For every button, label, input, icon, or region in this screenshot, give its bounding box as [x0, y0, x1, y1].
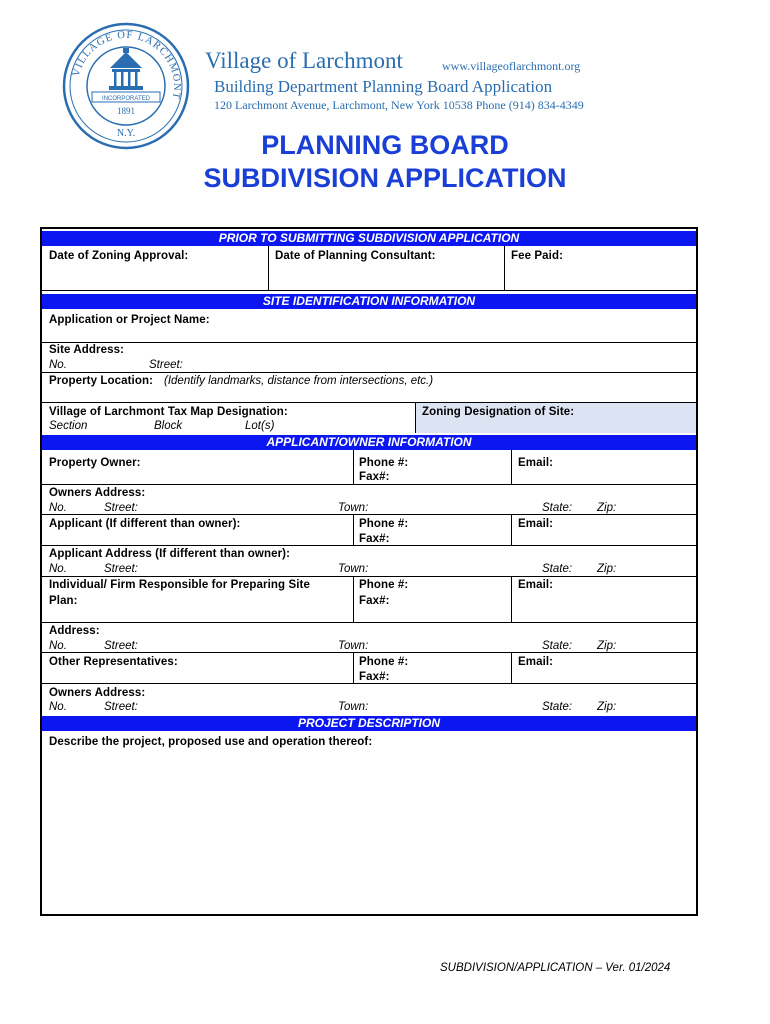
owner-email-field[interactable]: Email:	[518, 457, 554, 469]
reps-address-zip[interactable]: Zip:	[597, 701, 617, 713]
seal-ring-text: VILLAGE OF LARCHMONT	[70, 29, 183, 101]
reps-address-state[interactable]: State:	[542, 701, 573, 713]
footer-version: SUBDIVISION/APPLICATION – Ver. 01/2024	[440, 962, 671, 974]
planning-consultant-field[interactable]: Date of Planning Consultant:	[275, 250, 436, 262]
header-url: www.villageoflarchmont.org	[442, 59, 581, 73]
applicant-address-zip[interactable]: Zip:	[597, 563, 617, 575]
tax-map-label: Village of Larchmont Tax Map Designation:	[49, 406, 288, 418]
owners-address-street[interactable]: Street:	[104, 502, 138, 514]
reps-phone-field[interactable]: Phone #:	[359, 656, 409, 668]
applicant-address-no[interactable]: No.	[49, 563, 67, 575]
application-form	[40, 227, 698, 916]
project-name-field[interactable]: Application or Project Name:	[49, 314, 210, 326]
property-location-label[interactable]: Property Location:	[49, 375, 154, 387]
seal-state: N.Y.	[116, 128, 136, 139]
site-address-no[interactable]: No.	[49, 359, 67, 371]
applicant-address-state[interactable]: State:	[542, 563, 573, 575]
seal-band-text: INCORPORATED	[102, 96, 150, 102]
owner-phone-field[interactable]: Phone #:	[359, 457, 409, 469]
site-address-street[interactable]: Street:	[149, 359, 183, 371]
applicant-email-field[interactable]: Email:	[518, 518, 554, 530]
firm-address-state[interactable]: State:	[542, 640, 573, 652]
firm-fax-field[interactable]: Fax#:	[359, 595, 390, 607]
reps-address-no[interactable]: No.	[49, 701, 67, 713]
firm-address-no[interactable]: No.	[49, 640, 67, 652]
other-reps-field[interactable]: Other Representatives:	[49, 656, 178, 668]
reps-address-town[interactable]: Town:	[338, 701, 369, 713]
header-address: 120 Larchmont Avenue, Larchmont, New York 10538 Phone (914) 834-4349	[214, 98, 584, 112]
owners-address-label: Owners Address:	[49, 487, 146, 499]
applicant-address-street[interactable]: Street:	[104, 563, 138, 575]
site-address-label: Site Address:	[49, 344, 125, 356]
owners-address-state[interactable]: State:	[542, 502, 573, 514]
page-title-line2: SUBDIVISION APPLICATION	[203, 163, 567, 193]
fee-paid-field[interactable]: Fee Paid:	[511, 250, 564, 262]
section-band-site: SITE IDENTIFICATION INFORMATION	[42, 294, 696, 309]
owners-address-town[interactable]: Town:	[338, 502, 369, 514]
property-owner-field[interactable]: Property Owner:	[49, 457, 141, 469]
firm-address-label: Address:	[49, 625, 100, 637]
section-band-applicant: APPLICANT/OWNER INFORMATION	[42, 435, 696, 450]
tax-map-block[interactable]: Block	[154, 420, 183, 432]
property-location-hint: (Identify landmarks, distance from intersections, etc.)	[164, 375, 434, 387]
seal-year: 1891	[117, 106, 135, 116]
zoning-approval-field[interactable]: Date of Zoning Approval:	[49, 250, 189, 262]
owners-address-no[interactable]: No.	[49, 502, 67, 514]
header-department: Building Department Planning Board Application	[214, 77, 553, 96]
reps-email-field[interactable]: Email:	[518, 656, 554, 668]
page-title-line1: PLANNING BOARD	[261, 130, 509, 160]
firm-address-town[interactable]: Town:	[338, 640, 369, 652]
firm-email-field[interactable]: Email:	[518, 579, 554, 591]
applicant-fax-field[interactable]: Fax#:	[359, 533, 390, 545]
owner-fax-field[interactable]: Fax#:	[359, 471, 390, 483]
tax-map-lots[interactable]: Lot(s)	[245, 420, 275, 432]
tax-map-section[interactable]: Section	[49, 420, 88, 432]
applicant-phone-field[interactable]: Phone #:	[359, 518, 409, 530]
applicant-field[interactable]: Applicant (If different than owner):	[49, 518, 241, 530]
applicant-address-label: Applicant Address (If different than owner):	[49, 548, 291, 560]
firm-field-line2: Plan:	[49, 595, 78, 607]
firm-address-street[interactable]: Street:	[104, 640, 138, 652]
zoning-site-field[interactable]: Zoning Designation of Site:	[422, 406, 575, 418]
reps-fax-field[interactable]: Fax#:	[359, 671, 390, 683]
section-band-prior: PRIOR TO SUBMITTING SUBDIVISION APPLICATION	[42, 231, 696, 246]
firm-field[interactable]: Individual/ Firm Responsible for Preparing Site	[49, 579, 310, 591]
firm-phone-field[interactable]: Phone #:	[359, 579, 409, 591]
reps-address-street[interactable]: Street:	[104, 701, 138, 713]
section-band-project: PROJECT DESCRIPTION	[42, 716, 696, 731]
project-description-field[interactable]: Describe the project, proposed use and operation thereof:	[49, 736, 373, 748]
firm-address-zip[interactable]: Zip:	[597, 640, 617, 652]
applicant-address-town[interactable]: Town:	[338, 563, 369, 575]
header-village-name: Village of Larchmont	[205, 48, 403, 73]
reps-address-label: Owners Address:	[49, 687, 146, 699]
owners-address-zip[interactable]: Zip:	[597, 502, 617, 514]
